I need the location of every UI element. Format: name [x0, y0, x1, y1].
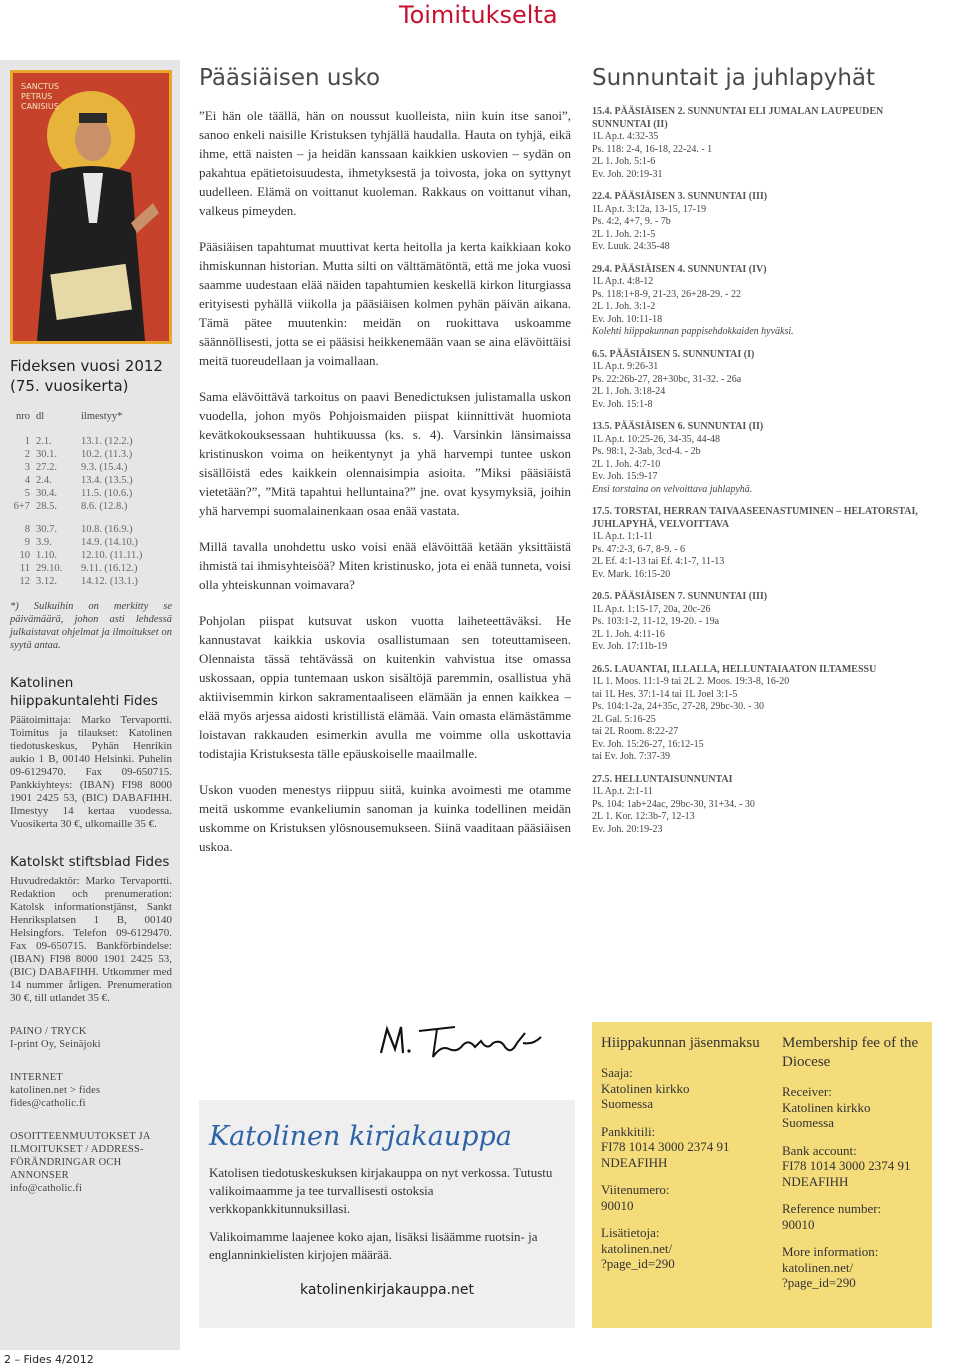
- schedule-row: 4 2.4. 13.4. (13.5.): [24, 475, 133, 486]
- reading-block: [592, 591, 932, 654]
- membership-line: 90010: [782, 1216, 815, 1232]
- reading-line: Ev. Joh. 15:26-27, 16:12-15: [592, 738, 704, 750]
- schedule-header-ilmestyy: ilmestyy*: [81, 411, 123, 422]
- bookshop-box: [199, 1100, 575, 1328]
- membership-line: More information:: [782, 1244, 879, 1259]
- schedule-row: 10 1.10. 12.10. (11.11.): [19, 550, 143, 561]
- print-label: PAINO / TRYCK: [10, 1026, 87, 1037]
- reading-heading: 29.4. PÄÄSIÄISEN 4. SUNNUNTAI (IV): [592, 263, 767, 275]
- membership-line: Receiver:: [782, 1084, 832, 1099]
- membership-line: Viitenumero:: [601, 1182, 670, 1197]
- reading-line: Ev. Luuk. 24:35-48: [592, 241, 670, 252]
- readings-list: [592, 106, 932, 836]
- bookshop-text: Katolisen tiedotuskeskuksen kirjakauppa on nyt verkossa. Tutustu valikoimaamme ja tee turvallisesti ostoksia verkkopankkitunnuksillasi.: [209, 1165, 553, 1216]
- reading-line: Ps. 104: 1ab+24ac, 29bc-30, 31+34. - 30: [592, 798, 755, 810]
- reading-block: [592, 191, 932, 254]
- print-value: I-print Oy, Seinäjoki: [10, 1039, 101, 1050]
- membership-item: [601, 1124, 761, 1171]
- editorial-paragraph: Pääsiäisen tapahtumat muuttivat kerta heitolla ja kerta kaikkiaan koko ihmiskunnan historian. Mutta silti on välttämätöntä, että me joka vuosi saamme uudestaan elää näiden tapahtumien keskellä kirkon liturgiassa erityisesti pyhällä viikolla ja pääsiäisen kolmen pyhän päivän aikana. Tämä pätee muutenkin: meidän on ruokittava uskoamme säännöllisesti, jotta se ei pääsisi heikkenemään vaan se aina elävöittäisi meitä tuoreudellaan ja voimallaan.: [199, 239, 571, 368]
- reading-line: Ev. Mark. 16:15-20: [592, 568, 671, 580]
- reading-heading: 26.5. LAUANTAI, ILLALLA, HELLUNTAIAATON ILTAMESSU: [592, 663, 877, 675]
- reading-line: Ps. 47:2-3, 6-7, 8-9. - 6: [592, 543, 686, 555]
- reading-line: 2L Gal. 5:16-25: [592, 713, 656, 725]
- reading-line: 1L Ap.t. 10:25-26, 34-35, 44-48: [592, 433, 720, 445]
- reading-block: [592, 664, 932, 764]
- schedule-row: 12 3.12. 14.12. (13.1.): [19, 576, 138, 587]
- schedule-header-nro: nro: [16, 411, 30, 422]
- membership-item: [601, 1065, 761, 1112]
- schedule-table: [10, 410, 172, 588]
- membership-line: Pankkitili:: [601, 1123, 656, 1139]
- membership-line: Bank account:: [782, 1142, 857, 1158]
- reading-line: 2L Ef. 4:1-13 tai Ef. 4:1-7, 11-13: [592, 556, 725, 567]
- reading-block: [592, 106, 932, 181]
- membership-line: 90010: [601, 1197, 634, 1213]
- section-tab: Toimitukselta: [377, 0, 960, 36]
- reading-heading: 22.4. PÄÄSIÄISEN 3. SUNNUNTAI (III): [592, 191, 768, 202]
- address-label: OSOITTEENMUUTOKSET JA ILMOITUKSET / ADDRESS-FÖRÄNDRINGAR OCH ANNONSER: [10, 1131, 151, 1181]
- fi-masthead-body: Päätoimittaja: Marko Tervaportti. Toimitus ja tilaukset: Katolinen tiedotuskeskus, Pyhän Henrikin aukio 1 B, 00140 Helsinki. Puhelin 09-6129470. Fax 09-650715. Pankkiyhteys: (IBAN) FI98 8000 1901 2425 53, (BIC) DABAFIHH. Ilmestyy 14 kertaa vuodessa. Vuosikerta 30 €, ulkomaille 35 €.: [10, 714, 172, 830]
- reading-line: Ps. 103:1-2, 11-12, 19-20. - 19a: [592, 616, 720, 627]
- bookshop-title: Katolinen kirjakauppa: [209, 1121, 512, 1152]
- reading-line: Ev. Joh. 17:11b-19: [592, 641, 668, 652]
- reading-heading: 27.5. HELLUNTAISUNNUNTAI: [592, 773, 733, 785]
- reading-line: Ev. Joh. 15:9-17: [592, 471, 658, 482]
- schedule-row: 2 30.1. 10.2. (11.3.): [24, 449, 133, 460]
- address-email-link[interactable]: info@catholic.fi: [10, 1183, 83, 1194]
- membership-line: Saaja:: [601, 1065, 633, 1080]
- reading-line: tai Ev. Joh. 7:37-39: [592, 751, 670, 762]
- reading-block: [592, 506, 932, 581]
- editorial-paragraph: Uskon vuoden menestys riippuu siitä, kuinka avoimesti me otamme meitä uskomme evankeliumin sanoman ja kuinka todellinen meidän uskomme on Kristuksen ylösnousemukseen. Siinä vaaditaan pääsiäisen uskoa.: [199, 782, 571, 854]
- reading-line: tai 1L Hes. 37:1-14 tai 1L Joel 3:1-5: [592, 688, 738, 700]
- signature-image: [377, 1015, 557, 1065]
- membership-line: Suomessa: [782, 1115, 834, 1130]
- membership-en-title: Membership fee of the Diocese: [782, 1035, 919, 1070]
- internet-label: INTERNET: [10, 1072, 63, 1083]
- membership-item: [782, 1143, 932, 1190]
- schedule-row: 9 3.9. 14.9. (14.10.): [24, 537, 138, 548]
- fides-year-title: Fideksen vuosi 2012 (75. vuosikerta): [10, 357, 163, 395]
- reading-line: Ps. 118: 2-4, 16-18, 22-24. - 1: [592, 143, 713, 155]
- reading-line: 2L 1. Joh. 3:18-24: [592, 386, 666, 397]
- membership-item: [782, 1201, 932, 1232]
- membership-line: Suomessa: [601, 1096, 653, 1111]
- membership-line: katolinen.net/: [601, 1240, 673, 1256]
- reading-line: 1L 1. Moos. 11:1-9 tai 2L 2. Moos. 19:3-8, 16-20: [592, 676, 790, 687]
- sv-masthead-heading: Katolskt stiftsblad Fides: [10, 854, 170, 870]
- reading-line: tai 2L Room. 8:22-27: [592, 726, 679, 737]
- reading-block: [592, 349, 932, 412]
- membership-line: ?page_id=290: [782, 1275, 856, 1290]
- readings-title: Sunnuntait ja juhlapyhät: [592, 65, 876, 91]
- readings-column: [592, 64, 932, 846]
- reading-line: Ps. 118:1+8-9, 21-23, 26+28-29. - 22: [592, 288, 741, 300]
- bookshop-text: Valikoimamme laajenee koko ajan, lisäksi lisäämme ruotsin- ja englanninkielisten kirjojen määrää.: [209, 1229, 538, 1262]
- membership-line: FI78 1014 3000 2374 91: [601, 1139, 730, 1154]
- reading-line: 1L Ap.t. 2:1-11: [592, 786, 653, 797]
- reading-block: [592, 774, 932, 837]
- reading-line: 1L Ap.t. 4:8-12: [592, 276, 654, 287]
- membership-line: NDEAFIHH: [601, 1154, 668, 1170]
- reading-line: 1L Ap.t. 1:15-17, 20a, 20c-26: [592, 603, 711, 615]
- membership-line: FI78 1014 3000 2374 91: [782, 1158, 911, 1173]
- editorial-column: [199, 64, 571, 873]
- schedule-row: 11 29.10. 9.11. (16.12.): [19, 563, 138, 574]
- membership-line: katolinen.net/: [782, 1259, 854, 1275]
- membership-item: [601, 1182, 761, 1213]
- reading-heading: 20.5. PÄÄSIÄISEN 7. SUNNUNTAI (III): [592, 591, 768, 602]
- membership-line: Lisätietoja:: [601, 1225, 660, 1240]
- reading-line: Ev. Joh. 20:19-23: [592, 823, 663, 835]
- reading-line: 1L Ap.t. 9:26-31: [592, 361, 659, 372]
- membership-fi-title: Hiippakunnan jäsenmaksu: [601, 1035, 760, 1051]
- saint-icon-image: [10, 70, 172, 344]
- reading-line: Ps. 104:1-2a, 24+35c, 27-28, 29bc-30. - 30: [592, 701, 765, 712]
- bookshop-link[interactable]: katolinenkirjakauppa.net: [300, 1282, 474, 1298]
- reading-line: 1L Ap.t. 1:1-11: [592, 531, 653, 542]
- internet-link[interactable]: katolinen.net > fides: [10, 1085, 101, 1096]
- reading-line: Ev. Joh. 15:1-8: [592, 398, 653, 410]
- reading-line: Ps. 4:2, 4+7, 9. - 7b: [592, 216, 671, 227]
- reading-note: Kolehti hiippakunnan pappisehdokkaiden hyväksi.: [592, 326, 794, 337]
- reading-line: 1L Ap.t. 4:32-35: [592, 131, 659, 142]
- editorial-paragraph: Millä tavalla unohdettu usko voisi enää elävöittää ketään yksittäistä ihmistä tai ihmisyhteisöä? Miten kristinusko, jota ei enää tunneta, voisi olla yhteiskunnan voimavara?: [199, 539, 571, 592]
- membership-fi: [601, 1034, 761, 1284]
- reading-line: 2L 1. Joh. 3:1-2: [592, 301, 656, 312]
- reading-line: Ps. 98:1, 2-3ab, 3cd-4. - 2b: [592, 446, 701, 457]
- fi-masthead-heading: Katolinen hiippakuntalehti Fides: [10, 675, 158, 709]
- reading-heading: 17.5. TORSTAI, HERRAN TAIVAASEENASTUMINEN – HELATORSTAI, JUHLAPYHÄ, VELVOITTAVA: [592, 506, 918, 530]
- reading-heading: 13.5. PÄÄSIÄISEN 6. SUNNUNTAI (II): [592, 421, 764, 432]
- reading-line: Ev. Joh. 10:11-18: [592, 313, 663, 325]
- reading-line: 1L Ap.t. 3:12a, 13-15, 17-19: [592, 203, 707, 215]
- editorial-body: [199, 106, 571, 856]
- reading-line: 2L 1. Joh. 4:7-10: [592, 458, 661, 470]
- reading-block: [592, 264, 932, 339]
- membership-en: [782, 1034, 932, 1303]
- schedule-row: 1 2.1. 13.1. (12.2.): [24, 436, 133, 447]
- membership-line: Katolinen kirkko: [601, 1080, 690, 1096]
- svg-text:PETRUS: PETRUS: [21, 92, 53, 101]
- membership-line: ?page_id=290: [601, 1256, 675, 1271]
- left-column-text: [10, 356, 172, 1195]
- schedule-header-dl: dl: [36, 411, 45, 422]
- editorial-title: Pääsiäisen usko: [199, 65, 381, 91]
- icon-inscription: SANCTUS: [21, 82, 60, 91]
- editorial-paragraph: Pohjolan piispat kutsuvat uskon vuotta laiheteettäväksi. He kannustavat kaikkia uskovia osallistumaan sen toteuttamiseen. Olennaista tässä tehtävässä on kuitenkin vahvistua itse omassa uskossaan, oppia tuntemaan uskon sisältöjä paremmin, osallistua yhä aktiivisemmin kirkon sakramentaaliseen elämään ja ennen kaikkea – elää myös arjessa aidosti kristillistä elämää. Vain omasta elämästämme loistavan rakkauden esimerkin avulla me voimme olla uskottavia todistajia Kristuksesta tälle epäuskoiselle maailmalle.: [199, 613, 571, 761]
- membership-line: Reference number:: [782, 1201, 882, 1216]
- reading-line: Ev. Joh. 20:19-31: [592, 168, 663, 180]
- schedule-row: 5 30.4. 11.5. (10.6.): [24, 488, 133, 499]
- reading-note: Ensi torstaina on velvoittava juhlapyhä.: [592, 483, 753, 495]
- reading-heading: 15.4. PÄÄSIÄISEN 2. SUNNUNTAI ELI JUMALAN LAUPEUDEN SUNNUNTAI (II): [592, 106, 884, 130]
- membership-line: NDEAFIHH: [782, 1173, 849, 1189]
- reading-block: [592, 421, 932, 496]
- schedule-note: *) Sulkuihin on merkitty se päivämäärä, johon asti lehdessä julkaistavat ohjelmat ja ilmoitukset on syytä antaa.: [10, 601, 172, 651]
- reading-heading: 6.5. PÄÄSIÄISEN 5. SUNNUNTAI (I): [592, 348, 755, 360]
- email-link[interactable]: fides@catholic.fi: [10, 1098, 86, 1109]
- sv-masthead-body: Huvudredaktör: Marko Tervaportti. Redaktion och prenumeration: Katolsk informationstjänst, Sankt Henriksplatsen 1 B, 00140 Helsingfors. Telefon 09-6129470. Fax 09-650715. Bankförbindelse: (IBAN) FI98 8000 1901 2425 53, (BIC) DABAFIHH. Utkommer med 14 nummer årligen. Prenumeration 30 €, till utlandet 35 €.: [10, 875, 172, 1004]
- editorial-paragraph: Sama elävöittävä tarkoitus on paavi Benedictuksen julistamalla uskon vuodella, johon myös Pohjoismaiden piispat kiinnittivät huomiota kevätkokouksessaan huhtikuussa (ks. s. 4). Varsinkin länsimaissa kristinuskon voima on heikentynyt ja yhä harvempi tuntee uskon sisällöistä edes kaikkein olennaisimpia asioita. ”Miksi pääsiäistä vietetään?”, ”Mitä tapahtui helluntaina?” jne. ovat kysymyksiä, joihin yhä harvempi suomalainenkaan osaa enää vastata.: [199, 389, 571, 518]
- membership-line: Katolinen kirkko: [782, 1099, 871, 1115]
- reading-line: 2L 1. Joh. 4:11-16: [592, 628, 665, 640]
- membership-item: [782, 1244, 932, 1291]
- membership-item: [782, 1084, 932, 1131]
- reading-line: 2L 1. Kor. 12:3b-7, 12-13: [592, 811, 695, 822]
- svg-text:CANISIUS: CANISIUS: [21, 102, 59, 111]
- schedule-row: 3 27.2. 9.3. (15.4.): [24, 462, 128, 473]
- schedule-row: 8 30.7. 10.8. (16.9.): [24, 524, 133, 535]
- editorial-paragraph: ”Ei hän ole täällä, hän on noussut kuolleista, niin kuin itse sanoi”, sanoo enkeli naisille Kristuksen tyhjällä haudalla. Hauta on tyhjä, eikä ihme, että naisten – ja heidän kanssaan kaikkien uskovien – sydän on pakahtua epätietoisuudesta, ihmetyksestä ja toivosta, joka on syttynyt uudelleen. Elämä on voittanut kuoleman. Rakkaus on voittanut vihan, valkeus pimeyden.: [199, 108, 571, 218]
- membership-item: [601, 1225, 761, 1272]
- reading-line: 2L 1. Joh. 5:1-6: [592, 156, 656, 167]
- schedule-row: 6+7 28.5. 8.6. (12.8.): [13, 501, 128, 512]
- reading-line: 2L 1. Joh. 2:1-5: [592, 228, 656, 240]
- page-footer: 2 – Fides 4/2012: [0, 1350, 180, 1370]
- membership-box: [592, 1022, 932, 1328]
- reading-line: Ps. 22:26b-27, 28+30bc, 31-32. - 26a: [592, 373, 742, 385]
